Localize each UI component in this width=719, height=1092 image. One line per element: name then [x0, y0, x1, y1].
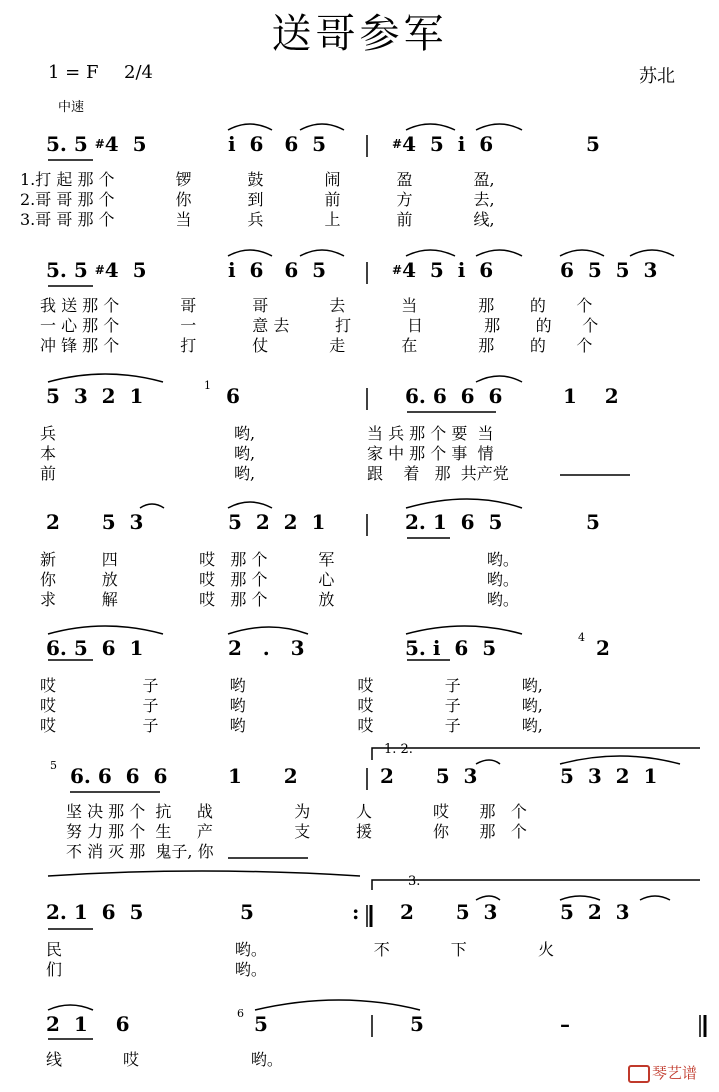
slur: [630, 250, 674, 256]
volta-label: 1. 2.: [384, 742, 413, 757]
slur: [476, 760, 500, 764]
lyric-row1-verse1: 1.打 起 那 个 锣 鼓 闹 盈 盈,: [20, 170, 495, 189]
slur: [560, 250, 604, 256]
slur: [300, 124, 344, 130]
note-row6: 5 3 2 1: [560, 764, 658, 788]
note-row2: #4 5 i 6: [392, 258, 494, 282]
note-row2: 5. 5 #4 5: [46, 258, 147, 282]
slur: [48, 1005, 93, 1010]
lyric-row2-verse2: 一 心 那 个 一 意 去 打 日 那 的 个: [40, 316, 599, 335]
volta-bracket: [372, 880, 700, 890]
lyric-row2-verse3: 冲 锋 那 个 打 仗 走 在 那 的 个: [40, 336, 593, 355]
lyric-row1-verse3: 3.哥 哥 那 个 当 兵 上 前 线,: [20, 210, 495, 229]
note-row5: 2: [596, 636, 610, 660]
lyric-row5-verse3: 哎 子 哟 哎 子 哟,: [40, 716, 543, 735]
slur: [228, 502, 272, 508]
slur: [255, 1000, 420, 1010]
note-row1: #4 5 i 6: [392, 132, 494, 156]
lyric-row4-verse3: 求 解 哎 那 个 放 哟。: [40, 590, 519, 609]
slur: [228, 250, 272, 256]
note-row7: 2 5 3: [400, 900, 498, 924]
lyric-row4-verse2: 你 放 哎 那 个 心 哟。: [40, 570, 519, 589]
note-row5: 2 . 3: [228, 636, 305, 660]
note-row8: 2 1 6: [46, 1012, 130, 1036]
note-row1: 5. 5 #4 5: [46, 132, 147, 156]
note-row4: 2 5 3: [46, 510, 144, 534]
note-row8: 5: [410, 1012, 424, 1036]
lyric-row6-verse2: 努 力 那 个 生 产 支 援 你 那 个: [66, 822, 527, 841]
lyric-row2-verse1: 我 送 那 个 哥 哥 去 当 那 的 个: [40, 296, 593, 315]
note-row8: 5: [254, 1012, 268, 1036]
note-row3: 6. 6 6 6: [405, 384, 503, 408]
note-row7: 5: [240, 900, 254, 924]
lyric-row1-verse2: 2.哥 哥 那 个 你 到 前 方 去,: [20, 190, 495, 209]
slur: [406, 250, 455, 256]
lyric-row3-verse2: 本 哟, 家 中 那 个 事 情: [40, 444, 494, 463]
note-row1: 5: [586, 132, 600, 156]
note-row7: 5 2 3: [560, 900, 630, 924]
lyric-row8-verse1: 线 哎 哟。: [46, 1050, 283, 1069]
lyric-row6-verse1: 坚 决 那 个 抗 战 为 人 哎 那 个: [66, 802, 527, 821]
note-row3: 5 3 2 1: [46, 384, 144, 408]
note-row2: 6 5 5 3: [560, 258, 658, 282]
slur: [476, 376, 522, 382]
tempo-marking: 中速: [58, 100, 85, 115]
slur: [228, 627, 308, 634]
note-row8: –: [560, 1012, 570, 1036]
grace-note: 5: [50, 759, 57, 772]
lyric-row7-verse2: 们 哟。: [46, 960, 267, 979]
note-row3: 1 2: [563, 384, 619, 408]
slur: [406, 124, 455, 130]
lyric-row6-verse3: 不 消 灭 那 鬼子, 你: [66, 842, 214, 861]
slur: [300, 250, 344, 256]
lyric-row3-verse3: 前 哟, 跟 着 那 共产党: [40, 464, 509, 483]
note-row3: 6: [226, 384, 240, 408]
lyric-row5-verse2: 哎 子 哟 哎 子 哟,: [40, 696, 543, 715]
slur: [406, 626, 522, 634]
slur: [48, 871, 360, 876]
note-row6: 1 2: [228, 764, 298, 788]
grace-note: 6: [237, 1007, 244, 1020]
slur: [476, 250, 522, 256]
note-row1: i 6 6 5: [228, 132, 327, 156]
lyric-row7-verse1: 民 哟。 不 下 火: [46, 940, 554, 959]
repeat-dots: :: [352, 900, 360, 924]
composer-credit: 苏北: [639, 66, 675, 87]
slur: [48, 626, 163, 634]
note-row7: 2. 1 6 5: [46, 900, 144, 924]
lyric-row5-verse1: 哎 子 哟 哎 子 哟,: [40, 676, 543, 695]
grace-note: 4: [578, 631, 585, 644]
time-signature: 2/4: [124, 62, 153, 83]
note-row4: 5 2 2 1: [228, 510, 326, 534]
lyric-row3-verse1: 兵 哟, 当 兵 那 个 要 当: [40, 424, 494, 443]
slur: [228, 124, 272, 130]
slur: [48, 374, 163, 382]
volta-label: 3.: [408, 874, 421, 889]
note-row4: 2. 1 6 5: [405, 510, 503, 534]
note-row2: i 6 6 5: [228, 258, 327, 282]
note-row6: 6. 6 6 6: [70, 764, 168, 788]
song-title: 送哥参军: [271, 11, 448, 57]
key-signature: 1 = F: [48, 62, 99, 83]
slur: [140, 504, 164, 508]
note-row5: 6. 5 6 1: [46, 636, 144, 660]
grace-note: 1: [204, 379, 211, 392]
slur: [640, 896, 670, 900]
slur: [476, 124, 522, 130]
site-logo: 琴艺谱: [628, 1062, 697, 1083]
note-row5: 5. i 6 5: [405, 636, 497, 660]
lyric-row4-verse1: 新 四 哎 那 个 军 哟。: [40, 550, 519, 569]
slur: [560, 756, 680, 764]
slur: [406, 499, 522, 508]
note-row4: 5: [586, 510, 600, 534]
note-row6: 2 5 3: [380, 764, 478, 788]
logo-icon: [628, 1065, 650, 1083]
